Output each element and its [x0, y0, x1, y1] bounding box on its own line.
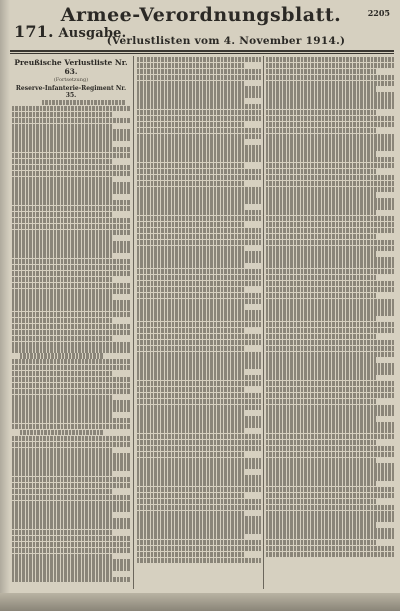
text-line	[137, 410, 244, 415]
text-line	[20, 430, 103, 435]
text-line	[12, 312, 130, 317]
text-line	[12, 365, 130, 370]
text-line	[266, 322, 394, 327]
text-line	[266, 92, 394, 97]
text-line	[137, 440, 261, 445]
text-line	[266, 86, 376, 91]
text-line	[266, 257, 394, 262]
text-line	[137, 558, 261, 563]
text-line	[137, 204, 244, 209]
text-line	[137, 399, 261, 404]
text-line	[12, 330, 130, 335]
text-line	[12, 448, 113, 453]
text-line	[266, 110, 376, 115]
text-line	[137, 222, 244, 227]
text-line	[137, 187, 261, 192]
text-line	[266, 369, 394, 374]
text-line	[266, 434, 394, 439]
text-line	[12, 106, 130, 111]
text-line	[137, 81, 244, 86]
page-title: Armee-Verordnungsblatt.	[60, 4, 342, 26]
text-line	[137, 122, 244, 127]
text-line	[137, 234, 261, 239]
column-2	[137, 56, 261, 591]
text-line	[12, 530, 113, 535]
text-line	[12, 400, 130, 405]
text-line	[266, 151, 376, 156]
text-line	[137, 210, 261, 215]
text-line	[137, 139, 244, 144]
text-line	[266, 81, 394, 86]
text-line	[137, 522, 261, 527]
section-title: Preußische Verlustliste Nr. 63.	[14, 58, 128, 76]
text-line	[137, 369, 244, 374]
text-line	[137, 446, 261, 451]
text-line	[137, 57, 261, 62]
text-line	[12, 442, 130, 447]
text-line	[12, 235, 113, 240]
column-divider	[133, 56, 134, 589]
text-line	[266, 299, 394, 304]
text-line	[12, 483, 130, 488]
text-line	[266, 499, 376, 504]
text-line	[12, 289, 130, 294]
text-line	[12, 489, 113, 494]
text-line	[12, 200, 130, 205]
text-line	[266, 552, 394, 557]
text-line	[266, 387, 394, 392]
text-line	[137, 299, 261, 304]
text-line	[137, 428, 244, 433]
column-divider	[263, 56, 264, 589]
text-line	[12, 259, 130, 264]
text-line	[12, 182, 130, 187]
text-line	[266, 275, 376, 280]
text-line	[12, 171, 130, 176]
text-line	[12, 253, 113, 258]
text-line	[266, 493, 394, 498]
text-line	[137, 216, 261, 221]
text-line	[12, 300, 130, 305]
text-line	[266, 346, 394, 351]
text-line	[12, 495, 130, 500]
text-line	[12, 135, 130, 140]
text-line	[266, 122, 394, 127]
text-line	[137, 481, 261, 486]
text-line	[266, 204, 394, 209]
text-line	[137, 540, 261, 545]
regiment-title: Reserve-Infanterie-Regiment Nr. 35.	[15, 85, 127, 99]
text-line	[266, 216, 394, 221]
text-line	[266, 416, 376, 421]
text-line	[12, 571, 113, 576]
text-line	[137, 181, 244, 186]
text-line	[266, 540, 376, 545]
text-line	[266, 328, 394, 333]
text-line	[137, 69, 261, 74]
text-line	[137, 104, 261, 109]
text-line	[137, 257, 261, 262]
text-line	[12, 159, 113, 164]
text-line	[12, 518, 130, 523]
text-line	[12, 383, 130, 388]
text-line	[12, 524, 130, 529]
text-line	[12, 501, 130, 506]
text-line	[12, 241, 130, 246]
text-line	[137, 463, 261, 468]
text-line	[266, 192, 376, 197]
casualty-list	[12, 100, 130, 582]
text-line	[137, 145, 261, 150]
text-line	[12, 188, 130, 193]
text-line	[12, 418, 130, 423]
text-line	[12, 506, 130, 511]
text-line	[137, 340, 261, 345]
text-line	[266, 505, 394, 510]
text-line	[137, 452, 244, 457]
text-line	[266, 410, 394, 415]
text-line	[266, 357, 376, 362]
text-line	[266, 352, 394, 357]
header-rule-thin	[10, 53, 394, 54]
text-line	[12, 112, 113, 117]
text-line	[137, 151, 261, 156]
text-line	[266, 316, 376, 321]
text-line	[266, 475, 394, 480]
text-line	[266, 422, 394, 427]
text-line	[12, 277, 113, 282]
text-line	[137, 157, 261, 162]
text-line	[12, 471, 113, 476]
text-line	[137, 134, 261, 139]
text-line	[266, 463, 394, 468]
text-line	[266, 516, 394, 521]
text-line	[137, 63, 244, 68]
text-line	[137, 393, 261, 398]
text-line	[12, 212, 113, 217]
text-line	[137, 328, 244, 333]
text-line	[137, 246, 244, 251]
text-line	[137, 475, 261, 480]
text-line	[12, 577, 130, 582]
issue-word: Ausgabe.	[58, 26, 127, 41]
text-line	[266, 69, 376, 74]
text-line	[137, 228, 261, 233]
text-line	[266, 198, 394, 203]
text-line	[266, 487, 394, 492]
text-line	[12, 147, 130, 152]
text-line	[12, 554, 113, 559]
header-rule	[10, 50, 394, 52]
text-line	[266, 440, 376, 445]
text-line	[12, 512, 113, 517]
text-line	[266, 163, 394, 168]
casualty-list	[266, 57, 394, 557]
text-line	[12, 342, 130, 347]
text-line	[137, 169, 261, 174]
text-line	[12, 459, 130, 464]
column-3	[266, 56, 394, 591]
text-line	[137, 499, 261, 504]
text-line	[266, 458, 376, 463]
text-line	[137, 175, 261, 180]
text-line	[266, 169, 376, 174]
text-line	[266, 446, 394, 451]
text-line	[12, 324, 130, 329]
text-line	[12, 412, 113, 417]
text-line	[266, 363, 394, 368]
text-line	[266, 534, 394, 539]
text-line	[266, 116, 394, 121]
text-line	[137, 316, 261, 321]
text-line	[12, 453, 130, 458]
text-line	[137, 458, 261, 463]
text-line	[266, 269, 394, 274]
text-line	[12, 477, 130, 482]
section-subtitle: (Fortsetzung)	[53, 77, 89, 83]
text-line	[137, 346, 244, 351]
text-line	[137, 334, 261, 339]
text-line	[137, 281, 261, 286]
text-line	[12, 389, 130, 394]
text-line	[12, 247, 130, 252]
text-line	[12, 177, 113, 182]
text-line	[266, 139, 394, 144]
page-bottom-margin	[0, 593, 400, 611]
text-line	[137, 275, 261, 280]
text-line	[137, 198, 261, 203]
page-number: 2205	[367, 8, 390, 18]
text-line	[12, 436, 130, 441]
text-line	[137, 293, 261, 298]
text-line	[266, 304, 394, 309]
issue-number: 171.	[14, 22, 54, 41]
text-line	[266, 287, 394, 292]
text-line	[137, 422, 261, 427]
text-line	[137, 534, 244, 539]
text-line	[266, 452, 394, 457]
text-line	[12, 347, 130, 352]
text-line	[137, 310, 261, 315]
text-line	[266, 469, 394, 474]
text-line	[137, 287, 244, 292]
text-line	[12, 294, 113, 299]
text-line	[12, 318, 113, 323]
text-line	[12, 359, 130, 364]
text-line	[12, 283, 130, 288]
page-edge-shadow	[0, 0, 10, 611]
text-line	[12, 165, 130, 170]
text-line	[12, 336, 113, 341]
text-line	[266, 128, 376, 133]
text-line	[137, 516, 261, 521]
text-line	[137, 263, 244, 268]
text-line	[12, 406, 130, 411]
text-line	[12, 465, 130, 470]
text-line	[266, 134, 394, 139]
text-line	[12, 377, 130, 382]
text-line	[266, 399, 376, 404]
text-line	[266, 528, 394, 533]
text-line	[266, 263, 394, 268]
text-line	[137, 375, 261, 380]
text-line	[266, 175, 394, 180]
text-line	[266, 63, 394, 68]
text-line	[266, 522, 376, 527]
text-line	[137, 163, 244, 168]
text-line	[12, 118, 130, 123]
text-line	[266, 234, 376, 239]
text-line	[42, 100, 125, 105]
text-line	[137, 387, 244, 392]
text-line	[12, 153, 130, 158]
text-line	[12, 124, 113, 129]
text-line	[137, 251, 261, 256]
text-line	[266, 104, 394, 109]
text-line	[266, 381, 394, 386]
text-line	[266, 481, 376, 486]
text-line	[266, 293, 376, 298]
text-line	[266, 222, 394, 227]
text-line	[266, 210, 376, 215]
text-line	[266, 375, 376, 380]
text-line	[266, 340, 394, 345]
text-line	[266, 281, 394, 286]
masthead	[10, 2, 392, 52]
text-line	[12, 371, 113, 376]
text-line	[137, 493, 244, 498]
text-line	[137, 128, 261, 133]
text-line	[12, 424, 130, 429]
text-line	[137, 86, 261, 91]
text-line	[137, 505, 261, 510]
text-line	[137, 487, 261, 492]
text-line	[266, 393, 394, 398]
text-line	[12, 548, 130, 553]
text-line	[12, 230, 130, 235]
text-line	[266, 428, 394, 433]
text-line	[266, 145, 394, 150]
text-line	[266, 98, 394, 103]
text-line	[137, 304, 244, 309]
column-1	[12, 56, 130, 591]
text-line	[266, 310, 394, 315]
text-line	[137, 546, 261, 551]
text-line	[266, 75, 394, 80]
text-line	[137, 405, 261, 410]
text-line	[20, 353, 103, 358]
text-line	[137, 75, 261, 80]
text-line	[266, 334, 376, 339]
text-line	[12, 536, 130, 541]
text-line	[137, 469, 244, 474]
text-line	[12, 565, 130, 570]
text-line	[12, 542, 130, 547]
text-line	[137, 98, 244, 103]
text-line	[137, 116, 261, 121]
page-subtitle: (Verlustlisten vom 4. November 1914.)	[106, 35, 346, 47]
text-line	[12, 224, 130, 229]
text-line	[137, 357, 261, 362]
text-line	[266, 511, 394, 516]
text-line	[137, 381, 261, 386]
text-line	[137, 552, 244, 557]
text-line	[137, 416, 261, 421]
text-line	[12, 141, 113, 146]
text-line	[266, 240, 394, 245]
text-line	[266, 187, 394, 192]
text-line	[137, 192, 261, 197]
text-line	[266, 157, 394, 162]
text-line	[12, 395, 113, 400]
text-line	[12, 194, 113, 199]
text-line	[137, 240, 261, 245]
text-line	[137, 110, 261, 115]
text-line	[12, 206, 130, 211]
text-line	[12, 271, 130, 276]
text-line	[137, 269, 261, 274]
text-line	[266, 251, 376, 256]
text-line	[266, 228, 394, 233]
text-line	[137, 511, 244, 516]
text-line	[12, 306, 130, 311]
text-line	[266, 246, 394, 251]
text-line	[266, 405, 394, 410]
text-line	[12, 129, 130, 134]
text-line	[137, 322, 261, 327]
text-line	[12, 559, 130, 564]
text-line	[266, 546, 394, 551]
casualty-list	[137, 57, 261, 563]
text-line	[266, 181, 394, 186]
text-line	[137, 352, 261, 357]
text-line	[12, 218, 130, 223]
text-line	[137, 528, 261, 533]
text-line	[137, 92, 261, 97]
text-line	[137, 434, 261, 439]
text-line	[12, 265, 130, 270]
text-line	[266, 57, 394, 62]
text-line	[137, 363, 261, 368]
